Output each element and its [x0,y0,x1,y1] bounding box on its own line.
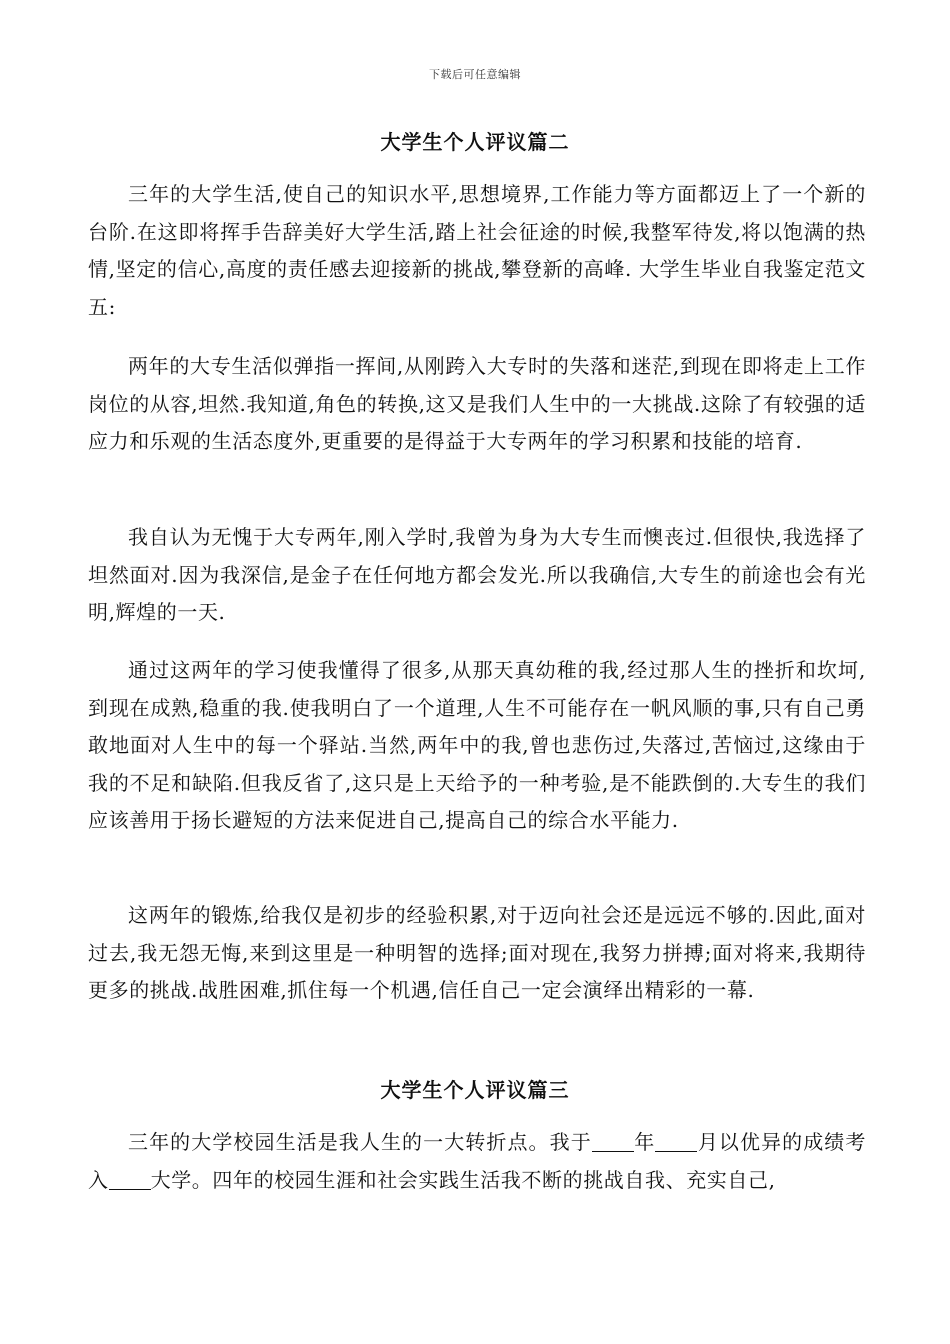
header-note: 下载后可任意编辑 [429,68,521,81]
paragraph-5: 这两年的锻炼,给我仅是初步的经验积累,对于迈向社会还是远远不够的.因此,面对过去,我无怨无悔,来到这里是一种明智的选择;面对现在,我努力拼搏;面对将来,我期待更多的挑战.战胜困难,抓住每一个机遇,信任自己一定会演绎出精彩的一幕. [88,903,866,1002]
paragraph-6-part-3: 月以优异的成绩考入 [88,1130,866,1192]
university-blank [109,1167,151,1190]
paragraph-1: 三年的大学生活,使自己的知识水平,思想境界,工作能力等方面都迈上了一个新的台阶.在这即将挥手告辞美好大学生活,踏上社会征途的时候,我整军待发,将以饱满的热情,坚定的信心,高度的责任感去迎接新的挑战,攀登新的高峰. 大学生毕业自我鉴定范文五: [88,182,866,319]
paragraph-3: 我自认为无愧于大专两年,刚入学时,我曾为身为大专生而懊丧过.但很快,我选择了坦然面对.因为我深信,是金子在任何地方都会发光.所以我确信,大专生的前途也会有光明,辉煌的一天. [88,525,866,624]
section-title-3: 大学生个人评议篇三 [380,1078,570,1102]
year-blank [592,1129,634,1152]
paragraph-6 [88,1124,866,1199]
paragraph-6-part-1: 三年的大学校园生活是我人生的一大转折点。我于 [128,1130,592,1154]
paragraph-6-part-4: 大学。四年的校园生涯和社会实践生活我不断的挑战自我、充实自己, [150,1167,776,1192]
section-title-2: 大学生个人评议篇二 [380,130,570,154]
paragraph-6-part-2: 年 [633,1130,656,1154]
paragraph-2: 两年的大专生活似弹指一挥间,从刚跨入大专时的失落和迷茫,到现在即将走上工作岗位的从容,坦然.我知道,角色的转换,这又是我们人生中的一大挑战.这除了有较强的适应力和乐观的生活态度外,更重要的是得益于大专两年的学习积累和技能的培育. [88,354,866,453]
paragraph-4: 通过这两年的学习使我懂得了很多,从那天真幼稚的我,经过那人生的挫折和坎坷,到现在成熟,稳重的我.使我明白了一个道理,人生不可能存在一帆风顺的事,只有自己勇敢地面对人生中的每一个驿站.当然,两年中的我,曾也悲伤过,失落过,苦恼过,这缘由于我的不足和缺陷.但我反省了,这只是上天给予的一种考验,是不能跌倒的.大专生的我们应该善用于扬长避短的方法来促进自己,提高自己的综合水平能力. [88,658,866,832]
month-blank [655,1129,697,1152]
